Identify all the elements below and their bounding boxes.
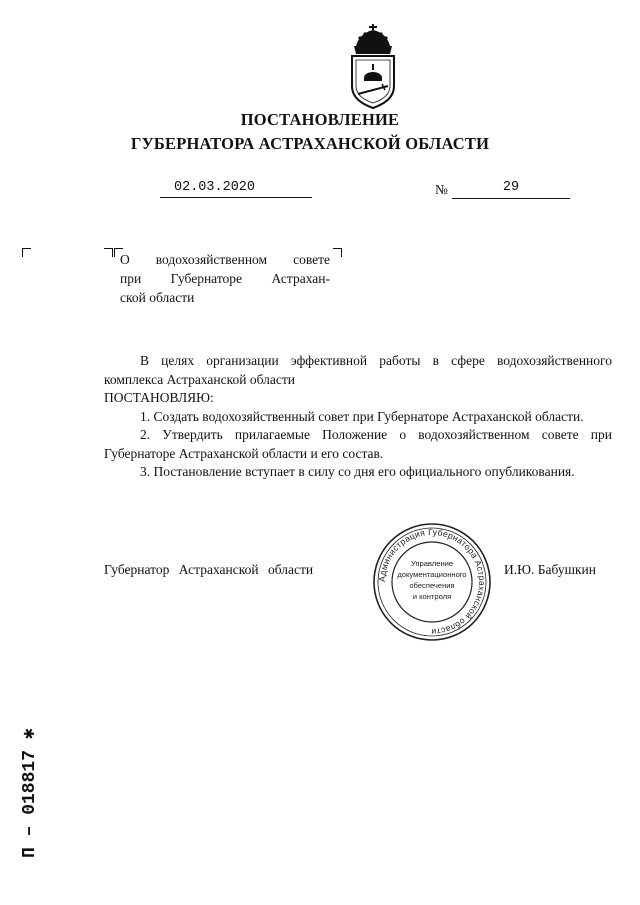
document-number: 29 — [452, 180, 570, 199]
seal-center-line: обеспечения — [409, 581, 455, 590]
number-sign: № — [435, 182, 448, 197]
document-body — [104, 352, 612, 482]
form-serial-number — [16, 710, 40, 860]
body-item: 1. Создать водохозяйственный совет при Губернаторе Астраханской области. — [140, 408, 584, 424]
address-corner-mark — [22, 248, 31, 257]
issuing-authority-title: ГУБЕРНАТОРА АСТРАХАНСКОЙ ОБЛАСТИ — [130, 134, 490, 153]
body-resolve: ПОСТАНОВЛЯЮ: — [104, 390, 214, 405]
subject-line: при Губернаторе Астрахан- — [120, 271, 330, 286]
subject-line: ской области — [120, 290, 195, 305]
document-date: 02.03.2020 — [160, 180, 312, 198]
seal-ring-text: Администрация Губернатора Астраханской области — [376, 526, 488, 638]
official-seal-stamp — [370, 520, 494, 644]
serial-number-text: П – 018817 ✱ — [20, 728, 40, 858]
body-item: 3. Постановление вступает в силу со дня его официального опубликования. — [140, 464, 575, 479]
signatory-position: Губернатор Астраханской области — [104, 562, 314, 577]
document-type-title: ПОСТАНОВЛЕНИЕ — [240, 110, 400, 129]
seal-center-line: и контроля — [412, 592, 452, 601]
coat-of-arms-emblem — [342, 24, 404, 110]
address-corner-mark — [104, 248, 113, 257]
body-intro: В целях организации эффективной работы в сфере водохозяйственного комплекса Астраханской области — [104, 353, 612, 387]
signatory-name: И.Ю. Бабушкин — [504, 562, 597, 577]
seal-center-line: документационного — [397, 570, 467, 579]
body-item: 2. Утвердить прилагаемые Положение о водохозяйственном совете при Губернаторе Астраханской области и его состав. — [104, 427, 612, 461]
seal-center-line: Управление — [410, 559, 454, 568]
document-subject — [120, 250, 330, 307]
subject-corner-mark-right — [333, 248, 342, 257]
subject-line: О водохозяйственном совете — [120, 252, 330, 267]
